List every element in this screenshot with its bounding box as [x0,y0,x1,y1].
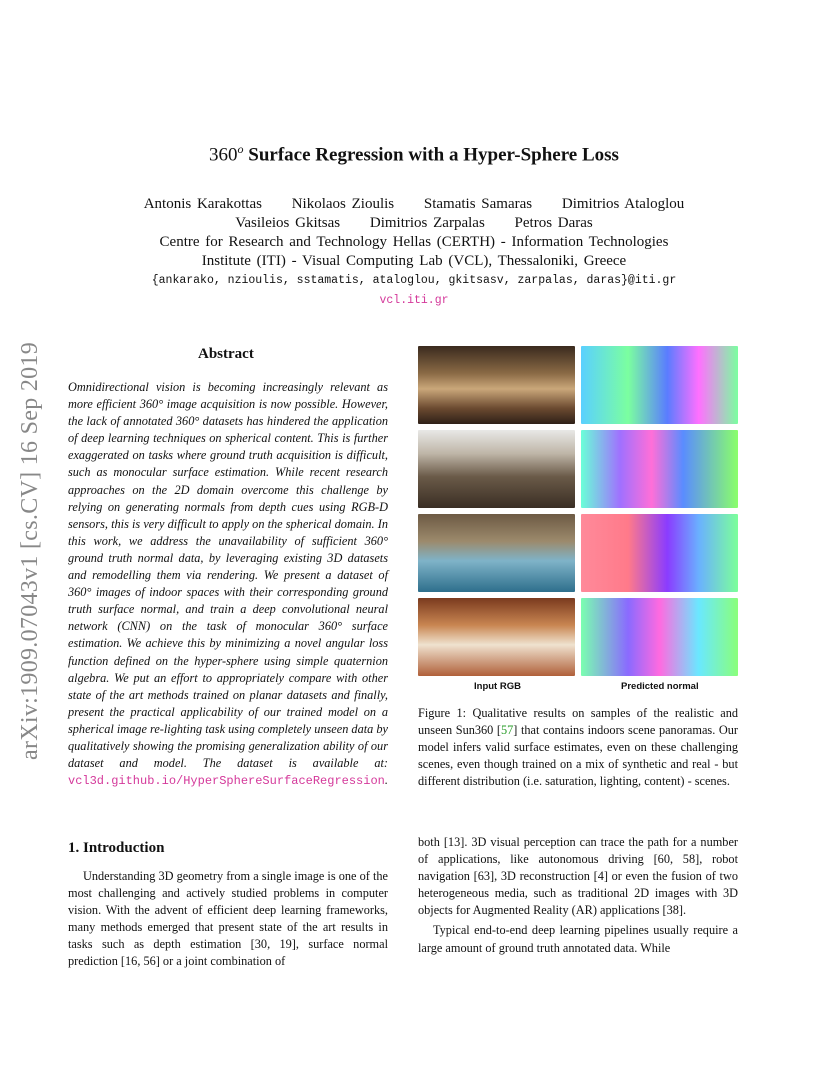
authors-line-2 [0,215,828,232]
intro-left-column: Understanding 3D geometry from a single image is one of the most challenging and actively studied problems in computer vision. With the advent of efficient deep learning frameworks, many methods emerged that present state of the art results in tasks such as depth estimation [30, 19], surface normal prediction [16, 56] or a joint combination of [68,869,388,969]
figure-label-input: Input RGB [474,681,521,692]
normal-sample-2 [581,430,738,508]
abstract-heading: Abstract [198,346,254,362]
arxiv-stamp: arXiv:1909.07043v1 [cs.CV] 16 Sep 2019 [17,341,43,760]
title-text: Surface Regression with a Hyper-Sphere Loss [243,144,619,166]
lab-website-link[interactable]: vcl.iti.gr [379,294,449,307]
affiliation-2: Institute (ITI) - Visual Computing Lab (VCL), Thessaloniki, Greece [201,253,627,269]
paper-title: 360$^o$ Surface Regression with a Hyper-Sphere Loss [209,142,619,166]
figure-label-normal: Predicted normal [621,681,699,692]
author: Vasileios Gkitsas [235,215,341,231]
author: Nikolaos Zioulis [291,196,395,212]
intro-heading: 1. Introduction [68,840,165,856]
intro-right-column: both [13]. 3D visual perception can trace the path for a number of applications, like autonomous driving [60, 58], robot navigation [63], 3D reconstruction [4] or even the fusion of two heterogeneous media, such as traditional 2D images with 3D objects for Augmented Reality (AR) applications [38]. Typical end-to-end deep learning pipelines usually require a large amount of ground truth annotated data. While [418,835,738,955]
figure-1 [418,346,738,692]
author: Antonis Karakottas [143,196,262,212]
normal-sample-1 [581,346,738,424]
rgb-sample-1 [418,346,575,424]
citation-link[interactable]: 57 [501,723,514,738]
authors-line-1 [0,196,828,213]
author-emails: {ankarako, nzioulis, sstamatis, ataloglou, gkitsasv, zarpalas, daras}@iti.gr [151,274,677,287]
normal-sample-3 [581,514,738,592]
abstract-body: Omnidirectional vision is becoming increasingly relevant as more efficient 360° image acquisition is now possible. However, the lack of annotated 360° datasets has hindered the application of deep learning techniques on spherical content. This is further exaggerated on tasks where ground truth acquisition is difficult, such as monocular surface estimation. While recent research approaches on the 2D domain overcome this challenge by relying on generating normals from depth cues using RGB-D sensors, this is very difficult to apply on the spherical domain. In this work, we address the unavailability of sufficient 360° ground truth normal data, by leveraging existing 3D datasets and remodelling them via rendering. We present a dataset of 360° images of indoor spaces with their corresponding ground truth surface normal, and train a deep convolutional neural network (CNN) on the task of monocular 360° surface estimation. We achieve this by minimizing a novel angular loss function defined on the hyper-sphere using simple quaternion algebra. We put an effort to appropriately compare with other state of the art methods trained on planar datasets and finally, present the practical applicability of our trained model on a spherical image re-lighting task using completely unseen data by qualitatively showing the promising generalization ability of our dataset and model. The dataset is available at: vcl3d.github.io/HyperSphereSurfaceRegression. [68,380,388,789]
dataset-link[interactable]: vcl3d.github.io/HyperSphereSurfaceRegression [68,774,385,789]
author: Dimitrios Zarpalas [369,215,485,231]
author: Stamatis Samaras [423,196,533,212]
normal-sample-4 [581,598,738,676]
rgb-sample-3 [418,514,575,592]
author: Petros Daras [514,215,593,231]
author: Dimitrios Ataloglou [561,196,685,212]
rgb-sample-4 [418,598,575,676]
rgb-sample-2 [418,430,575,508]
affiliation-1: Centre for Research and Technology Hellas (CERTH) - Information Technologies [159,234,669,250]
figure-caption: Figure 1: Qualitative results on samples of the realistic and unseen Sun360 [57] that contains indoors scene panoramas. Our model infers valid surface estimates, even on these challenging scenes, even though trained on a mix of synthetic and real - but different distribution (i.e. saturation, lighting, content) - scenes. [418,706,738,789]
